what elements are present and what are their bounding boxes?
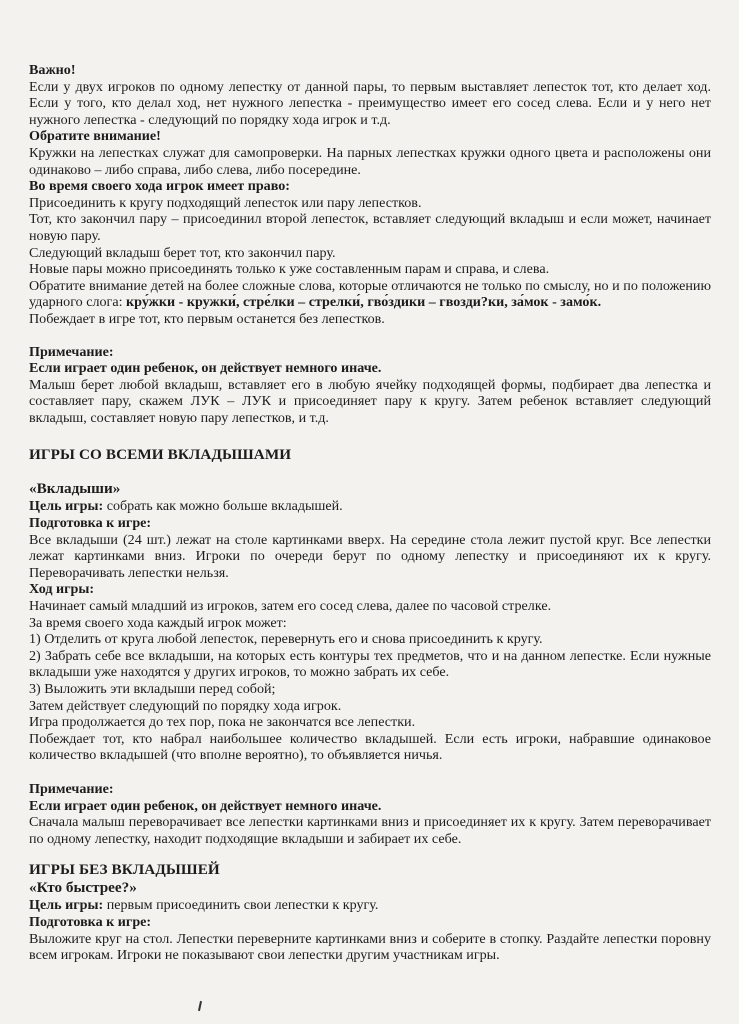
important-text: Если у двух игроков по одному лепестку от данной пары, то первым выставляет лепесток тот, кто делает ход. Если у того, кто делал ход, нет нужного лепестка - преимущество имеет его сосед слева. Если и у него нет нужного лепестка - следующий по порядку хода игрок и т.д. [29, 78, 711, 128]
turn-rights-heading: Во время своего хода игрок имеет право: [29, 178, 290, 195]
move-line: Игра продолжается до тех пор, пока не закончатся все лепестки. [29, 714, 416, 731]
prep-text: Выложите круг на стол. Лепестки переверните картинками вниз и соберите в стопку. Раздайте лепестки поровну всем игрокам. Игроки не показывают свои лепестки другим участникам игры. [29, 930, 711, 964]
stress-words: кру́жки - кружки́, стре́лки – стрелки́, гво́здики – гвозди?ки, за́мок - замо́к. [126, 294, 602, 311]
turn-rights-line: Следующий вкладыш берет тот, кто закончил пару. [29, 244, 336, 261]
move-line: Затем действует следующий по порядку хода игрок. [29, 697, 342, 714]
move-line: 2) Забрать себе все вкладыши, на которых есть контуры тех предметов, что и на данном лепестке. Если нужные вкладыши уже находятся у других игроков, то можно забрать их себе. [29, 647, 711, 681]
note2-heading: Примечание: [29, 780, 114, 797]
move-line: 3) Выложить эти вкладыши перед собой; [29, 681, 276, 697]
move-line: Начинает самый младший из игроков, затем его сосед слева, далее по часовой стрелке. [29, 598, 552, 615]
game-title-fast: «Кто быстрее?» [29, 879, 137, 897]
goal-label: Цель игры: [29, 897, 104, 914]
section-title-all-inserts: ИГРЫ СО ВСЕМИ ВКЛАДЫШАМИ [29, 446, 292, 464]
note1-subheading: Если играет один ребенок, он действует немного иначе. [29, 360, 382, 377]
move-label: Ход игры: [29, 581, 95, 598]
goal-line [29, 498, 711, 515]
attention-heading: Обратите внимание! [29, 128, 161, 145]
prep-text: Все вкладыши (24 шт.) лежат на столе картинками вверх. На середине стола лежит пустой круг. Все лепестки лежат картинками вниз. Игроки по очереди берут по одному лепестку и присоединяют их к кругу. Переворачивать лепестки нельзя. [29, 531, 711, 581]
turn-rights-line: Присоединить к кругу подходящий лепесток или пару лепестков. [29, 194, 422, 211]
prep-label: Подготовка к игре: [29, 913, 152, 930]
important-heading: Важно! [29, 62, 76, 78]
attention-text: Кружки на лепестках служат для самопроверки. На парных лепестках кружки одного цвета и расположены они одинаково – либо справа, либо слева, либо посередине. [29, 144, 711, 178]
goal-line [29, 897, 711, 914]
note2-text: Сначала малыш переворачивает все лепестки картинками вниз и присоединяет их к кругу. Затем переворачивает по одному лепестку, находит подходящие вкладыши и забирает их себе. [29, 814, 711, 847]
stress-paragraph [29, 278, 711, 311]
goal-text: собрать как можно больше вкладышей. [106, 498, 343, 515]
winner-text: Побеждает в игре тот, кто первым останется без лепестков. [29, 310, 385, 327]
section-title-no-inserts: ИГРЫ БЕЗ ВКЛАДЫШЕЙ [29, 861, 220, 879]
prep-label: Подготовка к игре: [29, 515, 152, 532]
goal-label: Цель игры: [29, 498, 104, 515]
note1-heading: Примечание: [29, 343, 114, 360]
turn-rights-line: Новые пары можно присоединять только к уже составленным парам и справа, и слева. [29, 261, 550, 278]
pen-mark [198, 1001, 202, 1011]
move-line: Побеждает тот, кто набрал наибольшее количество вкладышей. Если есть игроки, набравшие одинаковое количество вкладышей (что вполне вероятно), то объявляется ничья. [29, 730, 711, 764]
move-line: За время своего хода каждый игрок может: [29, 614, 287, 631]
game-title-inserts: «Вкладыши» [29, 480, 121, 498]
stress-intro: Обратите внимание детей на более сложные слова, которые отличаются не только по смыслу, но и по положению ударного слога: [29, 277, 711, 311]
goal-text: первым присоединить свои лепестки к кругу. [106, 897, 379, 914]
note1-text: Малыш берет любой вкладыш, вставляет его в любую ячейку подходящей формы, подбирает два лепестка и составляет пару, скажем ЛУК – ЛУК и присоединяет пару к кругу. Затем ребенок вставляет следующий вкладыш, составляет новую пару лепестков, и т.д. [29, 376, 711, 426]
note2-subheading: Если играет один ребенок, он действует немного иначе. [29, 797, 382, 814]
turn-rights-line: Тот, кто закончил пару – присоединил второй лепесток, вставляет следующий вкладыш и если может, начинает новую пару. [29, 211, 711, 244]
move-line: 1) Отделить от круга любой лепесток, перевернуть его и снова присоединить к кругу. [29, 631, 543, 648]
